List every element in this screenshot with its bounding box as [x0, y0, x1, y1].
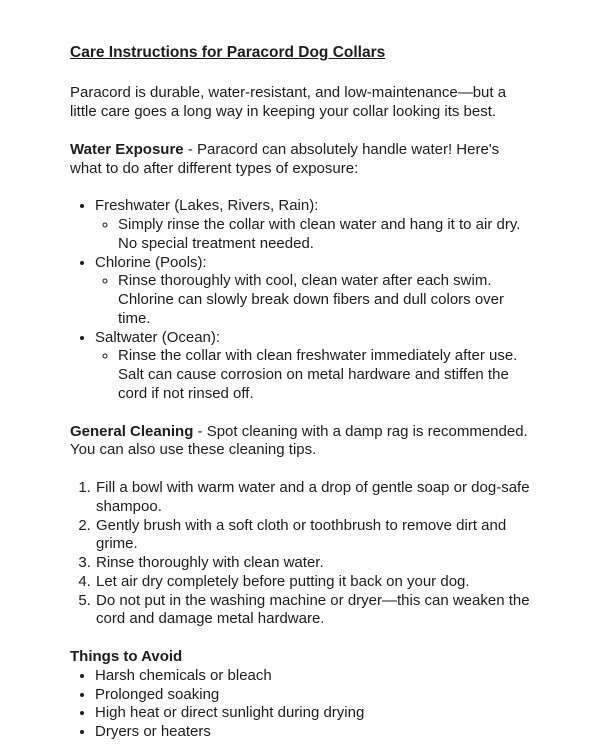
sublist: [95, 216, 532, 254]
list-item-chlorine: [95, 254, 532, 329]
general-cleaning-paragraph: [70, 423, 532, 461]
cleaning-step: [95, 479, 532, 517]
cleaning-step-text: Let air dry completely before putting it back on your dog.: [96, 572, 470, 590]
water-exposure-paragraph: [70, 141, 532, 179]
document-title: Care Instructions for Paracord Dog Collars: [70, 44, 386, 61]
cleaning-step: [95, 517, 532, 555]
list-item-freshwater: [95, 197, 532, 253]
list-subitem: [118, 216, 532, 254]
intro-paragraph: Paracord is durable, water-resistant, and low-maintenance—but a little care goes a long way in keeping your collar looking its best.: [70, 84, 507, 121]
sublist: [95, 272, 532, 328]
list-subitem-text: Rinse the collar with clean freshwater immediately after use. Salt can cause corrosion on metal hardware and stiffen the cord if not rinsed off.: [118, 347, 518, 402]
list-item-label: Freshwater (Lakes, Rivers, Rain):: [95, 197, 319, 215]
list-subitem: [118, 272, 532, 328]
things-to-avoid-paragraph: [70, 648, 532, 667]
list-subitem-text: Rinse thoroughly with cool, clean water after each swim. Chlorine can slowly break down fibers and dull colors over time.: [118, 272, 505, 327]
general-cleaning-lead: - Spot cleaning with a damp rag is recommended. You can also use these cleaning tips.: [70, 422, 528, 459]
cleaning-step: [95, 554, 532, 573]
avoid-item: [95, 667, 532, 686]
cleaning-step-text: Do not put in the washing machine or dryer—this can weaken the cord and damage metal hardware.: [96, 591, 530, 628]
things-to-avoid-heading: Things to Avoid: [70, 648, 183, 666]
list-item-label: Chlorine (Pools):: [95, 253, 207, 271]
list-item-label: Saltwater (Ocean):: [95, 328, 221, 346]
water-exposure-list: [70, 197, 532, 403]
sublist: [95, 347, 532, 403]
list-subitem: [118, 347, 532, 403]
general-cleaning-heading: General Cleaning: [70, 422, 194, 440]
avoid-item-text: High heat or direct sunlight during drying: [95, 704, 365, 722]
avoid-item: [95, 704, 532, 723]
cleaning-steps-list: [70, 479, 532, 629]
avoid-item-text: Prolonged soaking: [95, 685, 220, 703]
cleaning-step-text: Gently brush with a soft cloth or toothbrush to remove dirt and grime.: [96, 516, 507, 553]
cleaning-step: [95, 592, 532, 630]
water-exposure-lead: - Paracord can absolutely handle water! Here's what to do after different types of exposure:: [70, 140, 500, 177]
avoid-item-text: Dryers or heaters: [95, 723, 211, 741]
list-subitem-text: Simply rinse the collar with clean water and hang it to air dry. No special treatment needed.: [118, 216, 521, 252]
cleaning-step-text: Fill a bowl with warm water and a drop of gentle soap or dog-safe shampoo.: [96, 479, 530, 515]
avoid-item: [95, 723, 532, 742]
list-item-saltwater: [95, 329, 532, 404]
water-exposure-heading: Water Exposure: [70, 140, 184, 158]
avoid-item-text: Harsh chemicals or bleach: [95, 666, 272, 684]
cleaning-step-text: Rinse thoroughly with clean water.: [96, 554, 324, 572]
cleaning-step: [95, 573, 532, 592]
things-to-avoid-list: [70, 667, 532, 742]
avoid-item: [95, 686, 532, 705]
